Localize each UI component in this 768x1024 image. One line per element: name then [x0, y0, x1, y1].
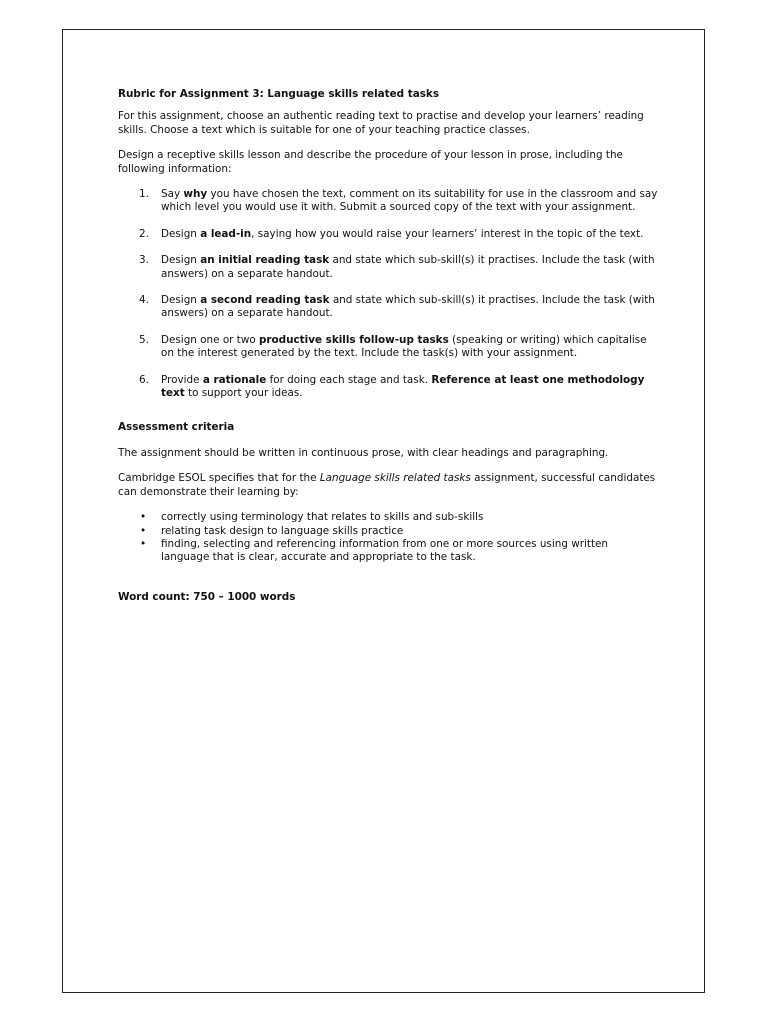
task-item: [118, 334, 658, 361]
criteria-text: finding, selecting and referencing information from one or more sources using written language that is clear, accurate and appropriate to the task.: [161, 537, 609, 564]
intro-paragraph: For this assignment, choose an authentic reading text to practise and develop your learners’ reading skills. Choose a text which is suitable for one of your teaching practice classes.: [118, 110, 644, 136]
assessment-text-pre: Cambridge ESOL specifies that for the: [118, 472, 320, 485]
task-text-bold-2: Reference at least one methodology text: [161, 373, 645, 400]
task-item: [118, 294, 658, 321]
assessment-text-post: assignment, successful candidates can demonstrate their learning by:: [118, 472, 656, 498]
task-list: [118, 188, 658, 400]
assessment-heading: Assessment criteria: [118, 420, 235, 433]
task-number: 5.: [139, 333, 149, 346]
task-text-post: (speaking or writing) which capitalise on the interest generated by the text. Include the task(s) with your assignment.: [161, 333, 647, 360]
task-text-bold: an initial reading task: [200, 254, 330, 267]
task-text-post: to support your ideas.: [184, 387, 303, 400]
task-text-bold: a lead-in: [200, 227, 252, 240]
task-number: 2.: [139, 227, 149, 240]
task-text-bold: a second reading task: [200, 294, 330, 307]
word-count: Word count: 750 – 1000 words: [118, 590, 296, 603]
criteria-item: [118, 538, 658, 565]
design-paragraph: Design a receptive skills lesson and describe the procedure of your lesson in prose, including the following information:: [118, 149, 623, 175]
assessment-paragraph-1: The assignment should be written in continuous prose, with clear headings and paragraphing.: [118, 446, 609, 459]
task-number: 3.: [139, 254, 149, 267]
task-text-bold: a rationale: [202, 373, 267, 386]
task-text-pre: Design: [161, 254, 201, 267]
task-item: [118, 374, 658, 401]
task-text-bold: why: [183, 188, 208, 201]
task-text-pre: Design: [161, 294, 201, 307]
task-number: 1.: [139, 188, 149, 201]
criteria-item: [118, 511, 658, 524]
bullet-icon: •: [140, 511, 147, 524]
criteria-list: [118, 511, 658, 565]
assessment-paragraph-2: [118, 472, 658, 499]
task-item: [118, 228, 658, 241]
criteria-text: relating task design to language skills practice: [161, 524, 404, 537]
document-page: [62, 29, 705, 993]
task-text-pre: Design one or two: [161, 333, 259, 346]
document-title: Rubric for Assignment 3: Language skills related tasks: [118, 88, 439, 100]
task-text-bold: productive skills follow-up tasks: [258, 333, 449, 346]
document-content: [118, 88, 658, 604]
bullet-icon: •: [140, 524, 147, 537]
task-number: 6.: [139, 373, 149, 386]
assessment-text-italic: Language skills related tasks: [319, 472, 471, 485]
task-item: [118, 254, 658, 281]
criteria-item: [118, 525, 658, 538]
task-text-post: you have chosen the text, comment on its suitability for use in the classroom and say which level you would use it with. Submit a sourced copy of the text with your assignment.: [161, 188, 658, 214]
task-number: 4.: [139, 294, 149, 307]
task-text-mid: for doing each stage and task.: [266, 373, 432, 386]
task-text-post: , saying how you would raise your learners’ interest in the topic of the text.: [251, 227, 644, 240]
criteria-text: correctly using terminology that relates to skills and sub-skills: [161, 511, 484, 524]
task-text-pre: Say: [161, 188, 184, 201]
bullet-icon: •: [140, 537, 147, 550]
task-text-pre: Design: [161, 227, 201, 240]
task-text-post: and state which sub-skill(s) it practises. Include the task (with answers) on a separate handout.: [161, 294, 655, 320]
task-text-post: and state which sub-skill(s) it practises. Include the task (with answers) on a separate handout.: [161, 254, 655, 280]
task-item: [118, 188, 658, 215]
task-text-pre: Provide: [161, 373, 203, 386]
